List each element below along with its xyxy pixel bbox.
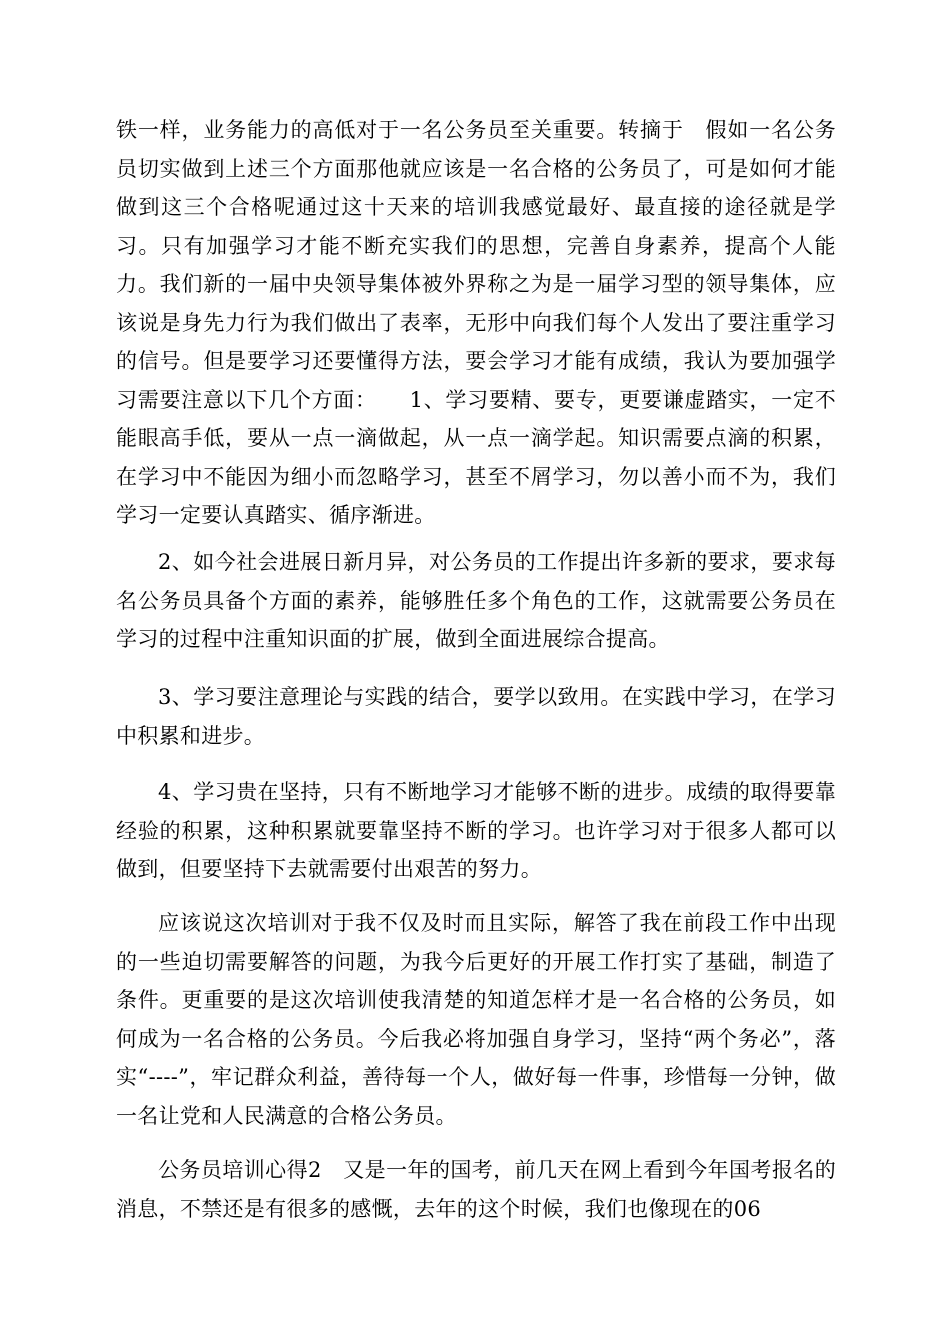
paragraph-point-3: 3、学习要注意理论与实践的结合，要学以致用。在实践中学习，在学习中积累和进步。 bbox=[116, 685, 836, 748]
paragraph-point-2: 2、如今社会进展日新月异，对公务员的工作提出许多新的要求，要求每名公务员具备个方面的素养，能够胜任多个角色的工作，这就需要公务员在学习的过程中注重知识面的扩展，做到全面进展综合提高。 bbox=[116, 550, 836, 651]
paragraph-essay-2-intro: 公务员培训心得2 又是一年的国考，前几天在网上看到今年国考报名的消息，不禁还是有很多的感慨，去年的这个时候，我们也像现在的06 bbox=[116, 1158, 836, 1221]
paragraph-conclusion: 应该说这次培训对于我不仅及时而且实际，解答了我在前段工作中出现的一些迫切需要解答的问题，为我今后更好的开展工作打实了基础，制造了条件。更重要的是这次培训使我清楚的知道怎样才是一名合格的公务员，如何成为一名合格的公务员。今后我必将加强自身学习，坚持“两个务必”，落实“----”，牢记群众利益，善待每一个人，做好每一件事，珍惜每一分钟，做一名让党和人民满意的合格公务员。 bbox=[116, 911, 836, 1128]
paragraph-point-4: 4、学习贵在坚持，只有不断地学习才能够不断的进步。成绩的取得要靠经验的积累，这种积累就要靠坚持不断的学习。也许学习对于很多人都可以做到，但要坚持下去就需要付出艰苦的努力。 bbox=[116, 780, 836, 881]
paragraph-study-methods: 铁一样，业务能力的高低对于一名公务员至关重要。转摘于 假如一名公务员切实做到上述三个方面那他就应该是一名合格的公务员了，可是如何才能做到这三个合格呢通过这十天来的培训我感觉最好、最直接的途径就是学习。只有加强学习才能不断充实我们的思想，完善自身素养，提高个人能力。我们新的一届中央领导集体被外界称之为是一届学习型的领导集体，应该说是身先力行为我们做出了表率，无形中向我们每个人发出了要注重学习的信号。但是要学习还要懂得方法，要会学习才能有成绩，我认为要加强学习需要注意以下几个方面： 1、学习要精、要专，更要谦虚踏实，一定不能眼高手低，要从一点一滴做起，从一点一滴学起。知识需要点滴的积累，在学习中不能因为细小而忽略学习，甚至不屑学习，勿以善小而不为，我们学习一定要认真踏实、循序渐进。 bbox=[116, 118, 836, 527]
